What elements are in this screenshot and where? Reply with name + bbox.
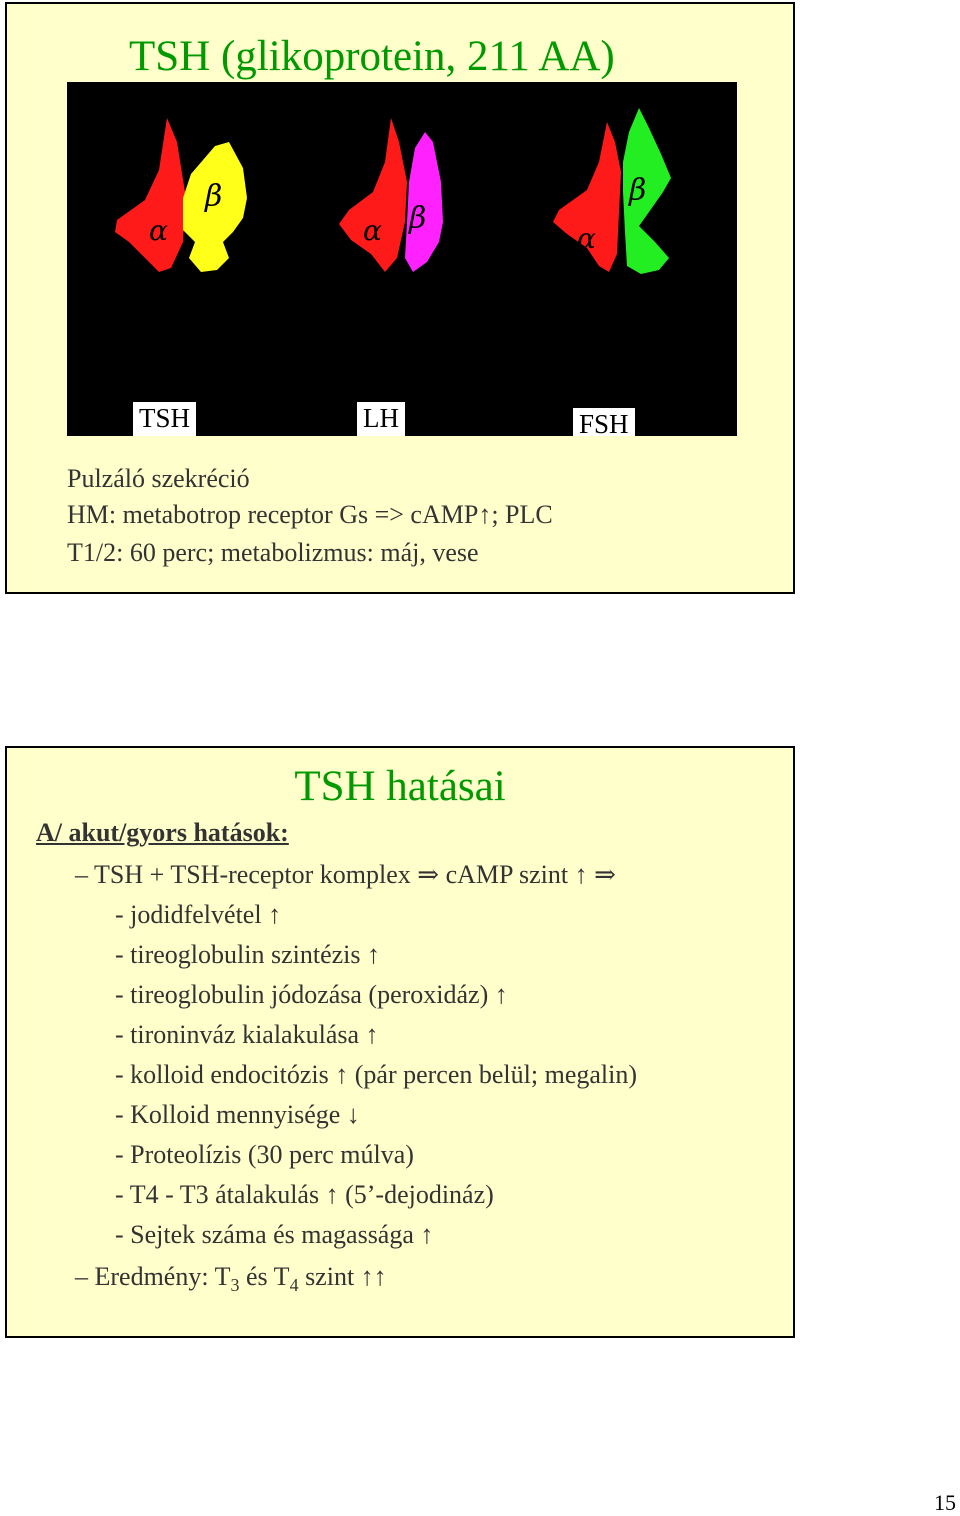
down-arrow-icon: ↓ [346, 1100, 360, 1129]
item-text: - kolloid endocitózis [115, 1060, 329, 1089]
implies-arrow-icon: ⇒ [417, 860, 440, 889]
list-item [115, 980, 508, 1010]
lh-alpha-subunit [339, 118, 407, 272]
slide-title: TSH (glikoprotein, 211 AA) [129, 33, 615, 80]
fsh-alpha-label: α [577, 222, 596, 255]
tsh-label: TSH [133, 402, 196, 436]
list-item [115, 1060, 637, 1090]
result-level: szint [298, 1262, 355, 1291]
mechanism-line [67, 500, 553, 530]
item-text: - Sejtek száma és magassága [115, 1220, 414, 1249]
fsh-label: FSH [573, 408, 635, 436]
item-tail: (pár percen belül; megalin) [354, 1060, 638, 1089]
up-arrow-icon: ↑ [367, 940, 381, 969]
pulsatile-secretion-line: Pulzáló szekréció [67, 464, 250, 493]
list-item [115, 1220, 433, 1250]
list-item [115, 1140, 414, 1170]
lh-alpha-label: α [363, 214, 382, 247]
up-arrow-icon: ↑ [574, 860, 588, 889]
fsh-beta-label: β [629, 173, 647, 208]
list-item [115, 900, 281, 930]
result-and-t: és T [239, 1262, 290, 1291]
subscript-4: 4 [289, 1275, 299, 1296]
subscript-3: 3 [230, 1275, 240, 1296]
up-arrow-icon: ↑ [365, 1020, 379, 1049]
intro-text: TSH + TSH-receptor komplex [94, 860, 411, 889]
tsh-alpha-subunit [115, 118, 185, 272]
up-arrow-icon: ↑ [494, 980, 508, 1009]
slide-title: TSH hatásai [294, 763, 506, 810]
mechanism-text: HM: metabotrop receptor Gs => cAMP [67, 500, 479, 529]
up-arrow-icon: ↑ [420, 1220, 434, 1249]
double-up-arrow-icon: ↑↑ [360, 1262, 387, 1291]
result-line [75, 1262, 387, 1296]
dash-bullet: – [75, 1262, 88, 1291]
up-arrow-icon: ↑ [268, 900, 282, 929]
item-tail: (5’-dejodináz) [345, 1180, 494, 1209]
item-text: - tireoglobulin jódozása (peroxidáz) [115, 980, 489, 1009]
up-arrow-icon: ↑ [478, 500, 492, 529]
fsh-subunits [553, 108, 671, 274]
list-item [115, 1180, 494, 1210]
result-t: Eredmény: T [94, 1262, 231, 1291]
item-text: - T4 - T3 átalakulás [115, 1180, 320, 1209]
list-item [115, 1100, 360, 1130]
list-item [115, 940, 380, 970]
result-text [94, 1262, 355, 1296]
tsh-subunits [115, 118, 247, 272]
slide-tsh-glycoprotein [5, 2, 795, 594]
slide-tsh-effects [5, 746, 795, 1338]
hormone-subunit-figure [67, 82, 737, 436]
up-arrow-icon: ↑ [335, 1060, 349, 1089]
mechanism-tail: ; PLC [491, 500, 553, 529]
tsh-beta-label: β [205, 179, 223, 214]
up-arrow-icon: ↑ [325, 1180, 339, 1209]
lh-subunits [339, 118, 443, 272]
lh-label: LH [357, 402, 405, 436]
lh-beta-label: β [409, 201, 427, 236]
item-text: - Kolloid mennyisége [115, 1100, 341, 1129]
intro-line [75, 860, 616, 890]
item-text: - Proteolízis (30 perc múlva) [115, 1140, 414, 1169]
tsh-alpha-label: α [149, 214, 168, 247]
section-heading: A/ akut/gyors hatások: [36, 818, 289, 847]
item-text: - tironinváz kialakulása [115, 1020, 360, 1049]
intro-text-2: cAMP szint [445, 860, 569, 889]
item-text: - tireoglobulin szintézis [115, 940, 361, 969]
list-item [115, 1020, 379, 1050]
half-life-line: T1/2: 60 perc; metabolizmus: máj, vese [67, 538, 479, 567]
item-text: - jodidfelvétel [115, 900, 262, 929]
implies-arrow-icon: ⇒ [594, 860, 616, 889]
page-number: 15 [934, 1490, 956, 1515]
dash-bullet: – [75, 860, 88, 889]
